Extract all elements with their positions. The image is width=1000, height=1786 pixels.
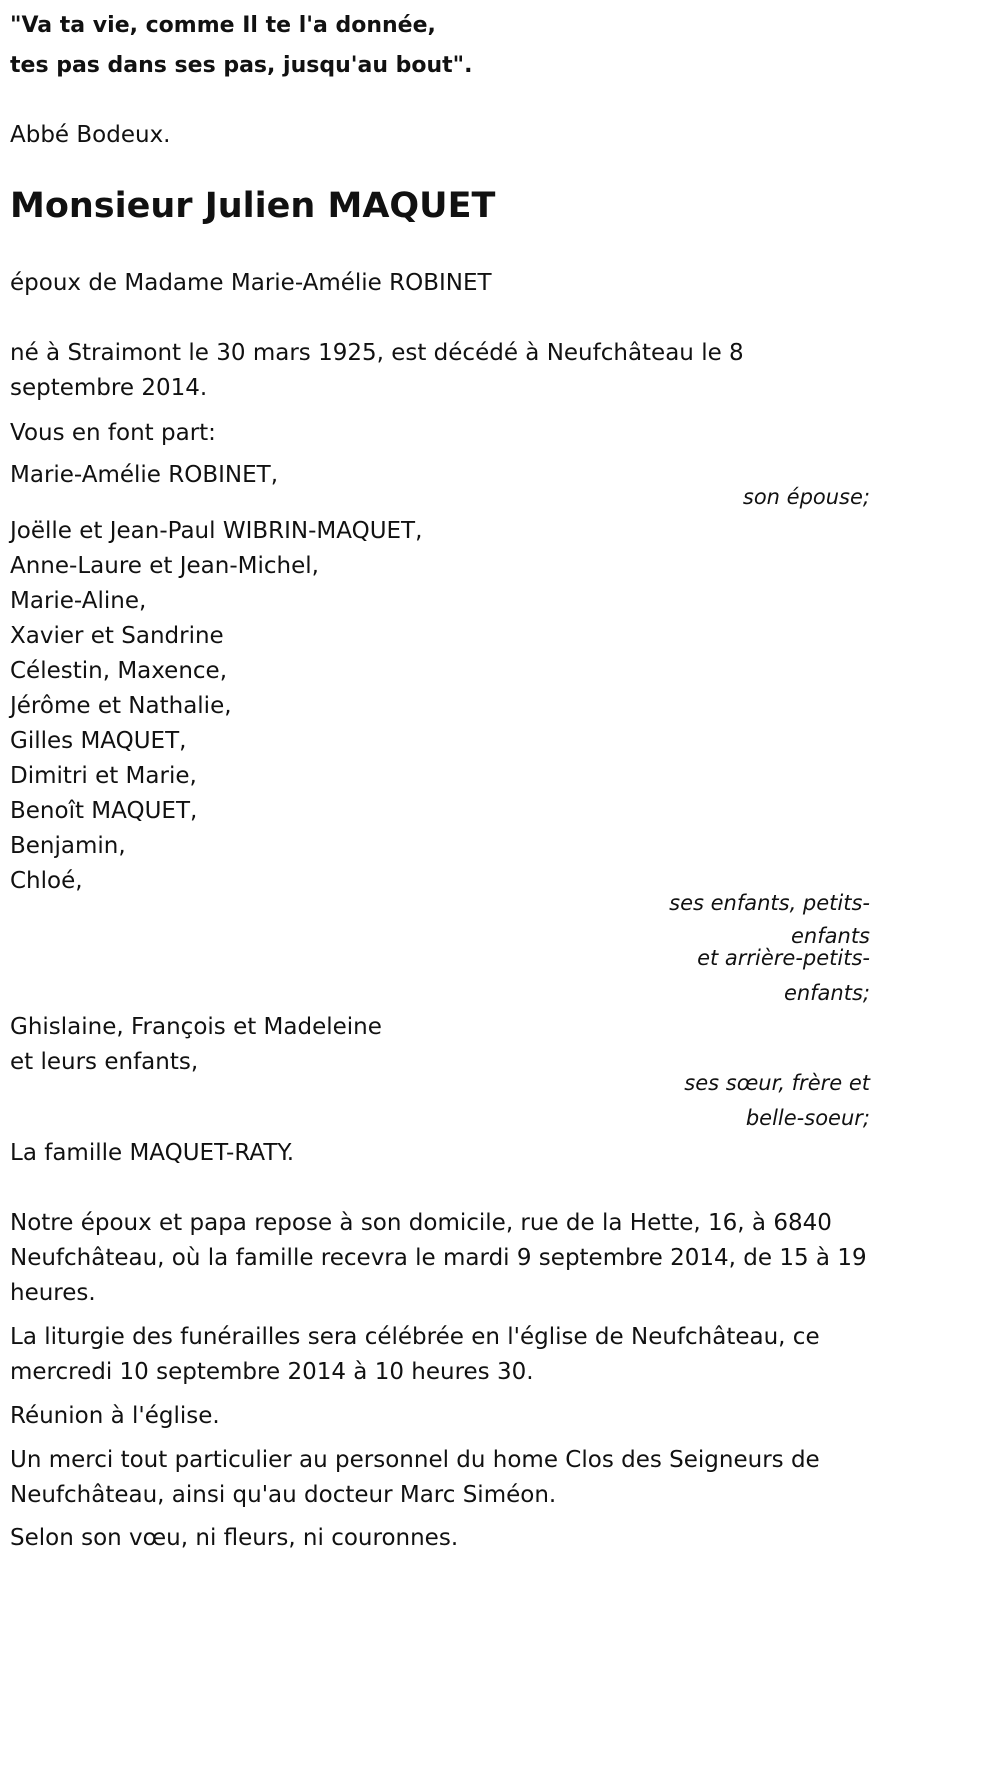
children-relation-1: ses enfants, petits-: [669, 891, 870, 915]
spouse-name: Marie-Amélie ROBINET,: [10, 462, 279, 488]
epigraph-line-1: "Va ta vie, comme Il te l'a donnée,: [10, 13, 436, 38]
children-relation-3: et arrière-petits-: [697, 946, 870, 970]
list-item: Ghislaine, François et Madeleine: [10, 1014, 382, 1040]
list-item: et leurs enfants,: [10, 1049, 199, 1075]
list-item: Anne-Laure et Jean-Michel,: [10, 553, 319, 579]
list-item: Benjamin,: [10, 833, 126, 859]
list-item: Xavier et Sandrine: [10, 623, 224, 649]
birth-death-text: né à Straimont le 30 mars 1925, est décédé à Neufchâteau le 8 septembre 2014.: [10, 340, 744, 401]
children-relation-4: enfants;: [783, 981, 870, 1005]
rest-paragraph: Notre époux et papa repose à son domicile, rue de la Hette, 16, à 6840 Neufchâteau, où la famille recevra le mardi 9 septembre 2014, de 15 à 19 heures.: [10, 1210, 867, 1306]
siblings-relation-2: belle-soeur;: [745, 1106, 870, 1130]
list-item: Chloé,: [10, 868, 83, 894]
deceased-name-heading: Monsieur Julien MAQUET: [10, 186, 496, 226]
thanks-paragraph: Un merci tout particulier au personnel du home Clos des Seigneurs de Neufchâteau, ainsi qu'au docteur Marc Siméon.: [10, 1447, 820, 1508]
list-item: Joëlle et Jean-Paul WIBRIN-MAQUET,: [10, 518, 423, 544]
children-relation-2: enfants: [791, 924, 870, 948]
list-item: Gilles MAQUET,: [10, 728, 187, 754]
liturgy-paragraph: La liturgie des funérailles sera célébrée en l'église de Neufchâteau, ce mercredi 10 septembre 2014 à 10 heures 30.: [10, 1324, 820, 1385]
list-item: Benoît MAQUET,: [10, 798, 198, 824]
meeting-paragraph: Réunion à l'église.: [10, 1403, 220, 1429]
epigraph-line-2: tes pas dans ses pas, jusqu'au bout".: [10, 53, 473, 78]
wish-paragraph: Selon son vœu, ni fleurs, ni couronnes.: [10, 1525, 459, 1551]
spouse-relation: son épouse;: [742, 485, 870, 509]
list-item: Célestin, Maxence,: [10, 658, 228, 684]
list-item: Jérôme et Nathalie,: [10, 693, 232, 719]
list-item: Dimitri et Marie,: [10, 763, 197, 789]
siblings-relation-1: ses sœur, frère et: [684, 1071, 870, 1095]
list-item: Marie-Aline,: [10, 588, 147, 614]
epigraph-author: Abbé Bodeux.: [10, 122, 171, 148]
siblings-list: [10, 1010, 382, 1080]
spouse-line: époux de Madame Marie-Amélie ROBINET: [10, 270, 492, 296]
children-list: [10, 514, 422, 899]
announce-text: Vous en font part:: [10, 420, 216, 446]
family-name: La famille MAQUET-RATY.: [10, 1140, 295, 1166]
